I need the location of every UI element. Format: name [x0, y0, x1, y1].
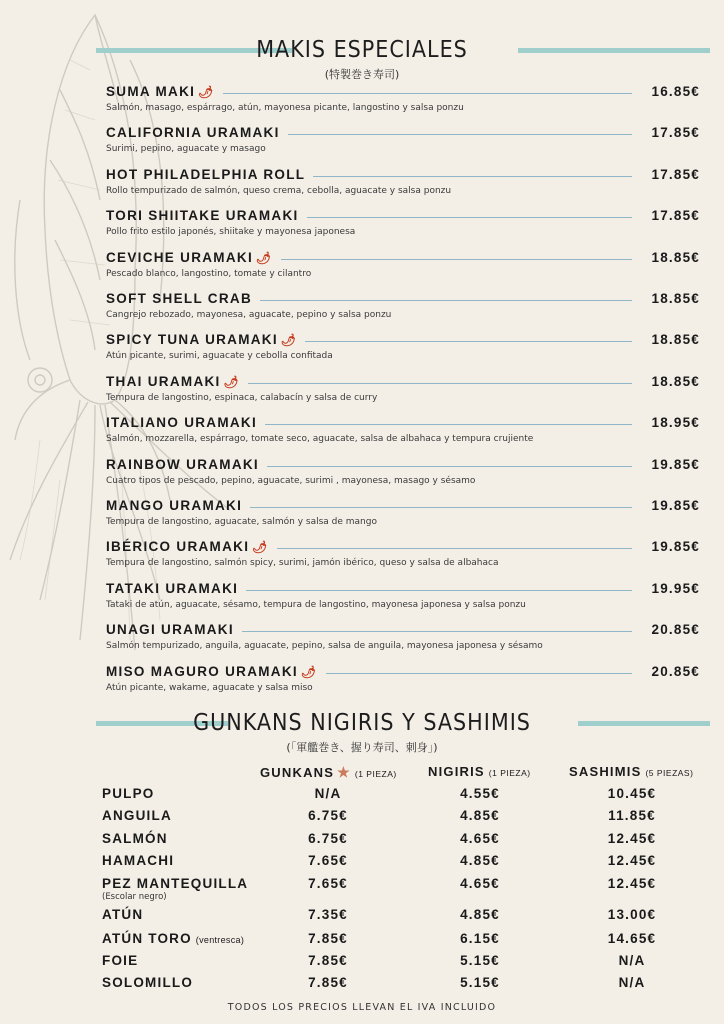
- dotted-leader: [313, 176, 632, 177]
- menu-item: [106, 578, 700, 618]
- menu-item: [106, 288, 700, 328]
- chili-pepper-icon: 🌶︎: [300, 664, 318, 679]
- menu-item-row: [106, 288, 700, 306]
- menu-item-description: Atún picante, surimi, aguacate y cebolla confitada: [106, 351, 333, 362]
- menu-item-price: 17.85€: [651, 208, 700, 224]
- menu-item-name-text: CEVICHE URAMAKI: [106, 249, 254, 265]
- menu-item-name: [106, 415, 263, 430]
- menu-item-price: 18.85€: [651, 373, 700, 389]
- row-name-text: ANGUILA: [102, 808, 172, 823]
- menu-item-description: Tempura de langostino, aguacate, salmón y salsa de mango: [106, 517, 377, 527]
- nigiri-price: 5.15€: [460, 953, 500, 968]
- menu-item-description: Pescado blanco, langostino, tomate y cilantro: [106, 268, 312, 279]
- menu-item-description: Cangrejo rebozado, mayonesa, aguacate, pepino y salsa ponzu: [106, 310, 392, 320]
- menu-item-row: [106, 329, 700, 347]
- sashimi-price: 13.00€: [607, 907, 657, 922]
- menu-item-name-text: RAINBOW URAMAKI: [106, 456, 259, 472]
- star-icon: ★: [337, 764, 351, 780]
- menu-item-row: [106, 536, 700, 554]
- sashimi-price: 12.45€: [607, 876, 657, 891]
- row-name: [102, 953, 138, 968]
- menu-item-description: Surimi, pepino, aguacate y masago: [106, 144, 266, 155]
- sashimi-price: N/A: [618, 975, 646, 990]
- menu-item-price: 19.85€: [651, 498, 700, 513]
- menu-item-description: Cuatro tipos de pescado, pepino, aguacate, surimi , mayonesa, masago y sésamo: [106, 475, 476, 486]
- row-name-text: PEZ MANTEQUILLA: [102, 876, 249, 891]
- menu-item-name-text: TATAKI URAMAKI: [106, 580, 239, 596]
- menu-item: [106, 454, 700, 494]
- col-label: GUNKANS: [260, 765, 335, 780]
- row-name-text: SOLOMILLO: [102, 975, 194, 990]
- gunkan-price: 7.65€: [308, 876, 348, 891]
- menu-item-name: [106, 581, 244, 596]
- menu-item-price: 20.85€: [651, 622, 700, 638]
- menu-item-description: Tataki de atún, aguacate, sésamo, tempura de langostino, mayonesa japonesa y salsa ponzu: [106, 599, 526, 610]
- menu-item-row: [106, 164, 700, 182]
- gunkan-price: 7.35€: [308, 907, 348, 922]
- menu-item: [106, 81, 700, 121]
- chili-pepper-icon: 🌶︎: [280, 333, 298, 348]
- menu-item-description: Rollo tempurizado de salmón, queso crema, cebolla, aguacate y salsa ponzu: [106, 185, 452, 196]
- sashimi-price: 11.85€: [608, 808, 656, 823]
- table-row: [100, 876, 700, 902]
- dotted-leader: [248, 383, 632, 384]
- menu-item-price: 19.95€: [651, 580, 700, 596]
- dotted-leader: [307, 217, 632, 218]
- makis-title: MAKIS ESPECIALES: [256, 37, 468, 63]
- menu-item: [106, 536, 700, 576]
- row-name-text: PULPO: [102, 786, 155, 801]
- chili-pepper-icon: 🌶︎: [252, 540, 269, 555]
- dotted-leader: [265, 424, 632, 425]
- menu-item-description: Tempura de langostino, salmón spicy, surimi, jamón ibérico, queso y salsa de albahaca: [106, 558, 499, 569]
- menu-item-name: [106, 250, 279, 265]
- chili-pepper-icon: 🌶︎: [223, 374, 241, 389]
- sashimi-price: 10.45€: [607, 786, 657, 801]
- menu-item-price: 17.85€: [651, 166, 700, 182]
- menu-item: [106, 164, 700, 204]
- row-name: [102, 808, 172, 823]
- menu-item-name-text: IBÉRICO URAMAKI: [106, 539, 250, 555]
- row-name: [102, 931, 244, 946]
- menu-item-name-text: MISO MAGURO URAMAKI: [106, 663, 298, 679]
- menu-item-price: 19.85€: [651, 539, 700, 555]
- menu-item-row: [106, 412, 700, 430]
- row-name: [102, 786, 155, 801]
- chili-pepper-icon: 🌶︎: [256, 250, 273, 265]
- nigiri-price: 4.55€: [460, 786, 500, 801]
- menu-item-price: 19.85€: [651, 456, 700, 472]
- menu-item-description: Atún picante, wakame, aguacate y salsa miso: [106, 682, 313, 693]
- gunkans-title: GUNKANS NIGIRIS Y SASHIMIS: [193, 710, 531, 736]
- gunkan-price: 7.85€: [308, 931, 348, 946]
- table-row: [100, 853, 700, 873]
- menu-item-description: Pollo frito estilo japonés, shiitake y mayonesa japonesa: [106, 227, 356, 238]
- gunkans-header: [0, 712, 724, 762]
- menu-item-name-text: ITALIANO URAMAKI: [106, 415, 258, 431]
- dotted-leader: [277, 548, 632, 549]
- row-name-text: FOIE: [102, 953, 139, 968]
- menu-item-row: [106, 619, 700, 637]
- menu-item-name: [106, 498, 248, 513]
- gunkan-price: 7.85€: [308, 953, 348, 968]
- makis-subtitle: (特製巻き寿司): [324, 68, 400, 81]
- menu-item: [106, 619, 700, 659]
- menu-item-price: 20.85€: [651, 663, 700, 679]
- menu-item-price: 17.85€: [651, 125, 700, 141]
- sashimi-price: N/A: [618, 953, 646, 968]
- menu-item-description: Tempura de langostino, espinaca, calabacín y salsa de curry: [106, 392, 378, 403]
- menu-item-name-text: SUMA MAKI: [106, 84, 196, 99]
- menu-item-name: [106, 374, 246, 389]
- menu-item-name: [106, 664, 324, 679]
- menu-item-row: [106, 371, 700, 389]
- gunkan-price: 7.85€: [308, 975, 348, 990]
- nigiri-price: 4.85€: [460, 808, 500, 823]
- nigiri-price: 5.15€: [460, 975, 500, 990]
- col-note: (5 PIEZAS): [645, 768, 694, 778]
- dotted-leader: [288, 134, 632, 135]
- table-row: [100, 931, 700, 951]
- menu-item-name: [106, 332, 303, 347]
- menu-item-price: 18.85€: [651, 249, 700, 265]
- table-row: [100, 808, 700, 828]
- col-label: NIGIRIS: [428, 764, 485, 779]
- table-row: [100, 831, 700, 851]
- gunkan-price: 6.75€: [308, 831, 348, 846]
- menu-item-price: 18.85€: [651, 332, 700, 348]
- dotted-leader: [267, 466, 632, 467]
- row-name-text: SALMÓN: [102, 831, 168, 846]
- gunkan-price: 7.65€: [308, 853, 348, 868]
- dotted-leader: [246, 590, 632, 591]
- menu-item: [106, 412, 700, 452]
- col-note: (1 PIEZA): [488, 768, 531, 778]
- dotted-leader: [305, 341, 632, 342]
- menu-item: [106, 329, 700, 369]
- nigiri-price: 6.15€: [460, 931, 500, 946]
- col-sashimis: [569, 764, 693, 779]
- row-name: [102, 876, 248, 891]
- menu-item: [106, 122, 700, 162]
- table-row: [100, 786, 700, 806]
- menu-item-row: [106, 205, 700, 223]
- menu-item-row: [106, 578, 700, 596]
- row-name: [102, 831, 168, 846]
- dotted-leader: [281, 259, 632, 260]
- row-name-text: HAMACHI: [102, 853, 175, 868]
- menu-item-name-text: HOT PHILADELPHIA ROLL: [106, 166, 306, 182]
- gunkan-price: N/A: [314, 786, 342, 801]
- gunkans-subtitle: (「軍艦巻き、握り寿司、刺身」): [286, 741, 438, 754]
- menu-item-name: [106, 539, 275, 554]
- dotted-leader: [326, 673, 633, 674]
- menu-item-name: [106, 84, 221, 99]
- menu-item-price: 16.85€: [651, 84, 700, 99]
- menu-item-row: [106, 454, 700, 472]
- menu-item-name: [106, 167, 311, 182]
- menu-item: [106, 247, 700, 287]
- nigiri-price: 4.85€: [460, 853, 500, 868]
- row-name-text: ATÚN: [102, 907, 144, 922]
- row-name: [102, 975, 193, 990]
- row-name: [102, 853, 174, 868]
- menu-item-name: [106, 208, 305, 223]
- table-row: [100, 975, 700, 995]
- table-row: [100, 953, 700, 973]
- dotted-leader: [250, 507, 632, 508]
- row-note: (ventresca): [195, 935, 245, 945]
- menu-item-row: [106, 495, 700, 513]
- menu-item-name-text: SPICY TUNA URAMAKI: [106, 332, 278, 348]
- chili-pepper-icon: 🌶︎: [198, 85, 215, 99]
- menu-item-name-text: UNAGI URAMAKI: [106, 622, 234, 638]
- menu-item-row: [106, 247, 700, 265]
- menu-item-row: [106, 122, 700, 140]
- nigiri-price: 4.85€: [460, 907, 500, 922]
- menu-item: [106, 205, 700, 245]
- menu-item: [106, 495, 700, 535]
- menu-item: [106, 371, 700, 411]
- row-name-text: ATÚN TORO: [102, 931, 192, 946]
- menu-item-name-text: CALIFORNIA URAMAKI: [106, 125, 280, 141]
- dotted-leader: [223, 93, 632, 94]
- col-gunkans: [260, 764, 397, 781]
- menu-item-description: Salmón, masago, espárrago, atún, mayonesa picante, langostino y salsa ponzu: [106, 103, 464, 113]
- sashimi-price: 14.65€: [607, 931, 657, 946]
- menu-item-row: [106, 81, 700, 99]
- menu-item-name: [106, 622, 240, 637]
- menu-item-name-text: THAI URAMAKI: [106, 373, 221, 389]
- dotted-leader: [260, 300, 632, 301]
- menu-item-name-text: MANGO URAMAKI: [106, 498, 243, 513]
- sashimi-price: 12.45€: [607, 831, 657, 846]
- col-nigiris: [428, 764, 531, 779]
- row-name: [102, 907, 143, 922]
- menu-item-name: [106, 291, 258, 306]
- row-subtitle: (Escolar negro): [102, 892, 167, 902]
- dotted-leader: [242, 631, 632, 632]
- menu-item-name-text: TORI SHIITAKE URAMAKI: [106, 208, 299, 224]
- col-label: SASHIMIS: [569, 764, 642, 779]
- menu-item-description: Salmón tempurizado, anguila, aguacate, pepino, salsa de anguila, mayonesa japonesa y sésamo: [106, 641, 543, 652]
- menu-item-name: [106, 125, 286, 140]
- nigiri-price: 4.65€: [460, 876, 500, 891]
- menu-item-name: [106, 457, 265, 472]
- table-row: [100, 907, 700, 927]
- menu-item-price: 18.85€: [651, 291, 700, 306]
- menu-item-row: [106, 661, 700, 679]
- footer-note: TODOS LOS PRECIOS LLEVAN EL IVA INCLUIDO: [227, 1002, 497, 1013]
- table-header: [100, 764, 700, 784]
- col-note: (1 PIEZA): [354, 769, 397, 779]
- menu-item-description: Salmón, mozzarella, espárrago, tomate seco, aguacate, salsa de albahaca y tempura crujiente: [106, 434, 534, 445]
- gunkan-price: 6.75€: [308, 808, 348, 823]
- menu-item-price: 18.95€: [651, 415, 700, 431]
- menu-item-name-text: SOFT SHELL CRAB: [106, 291, 253, 306]
- sashimi-price: 12.45€: [607, 853, 657, 868]
- menu-item: [106, 661, 700, 701]
- nigiri-price: 4.65€: [460, 831, 500, 846]
